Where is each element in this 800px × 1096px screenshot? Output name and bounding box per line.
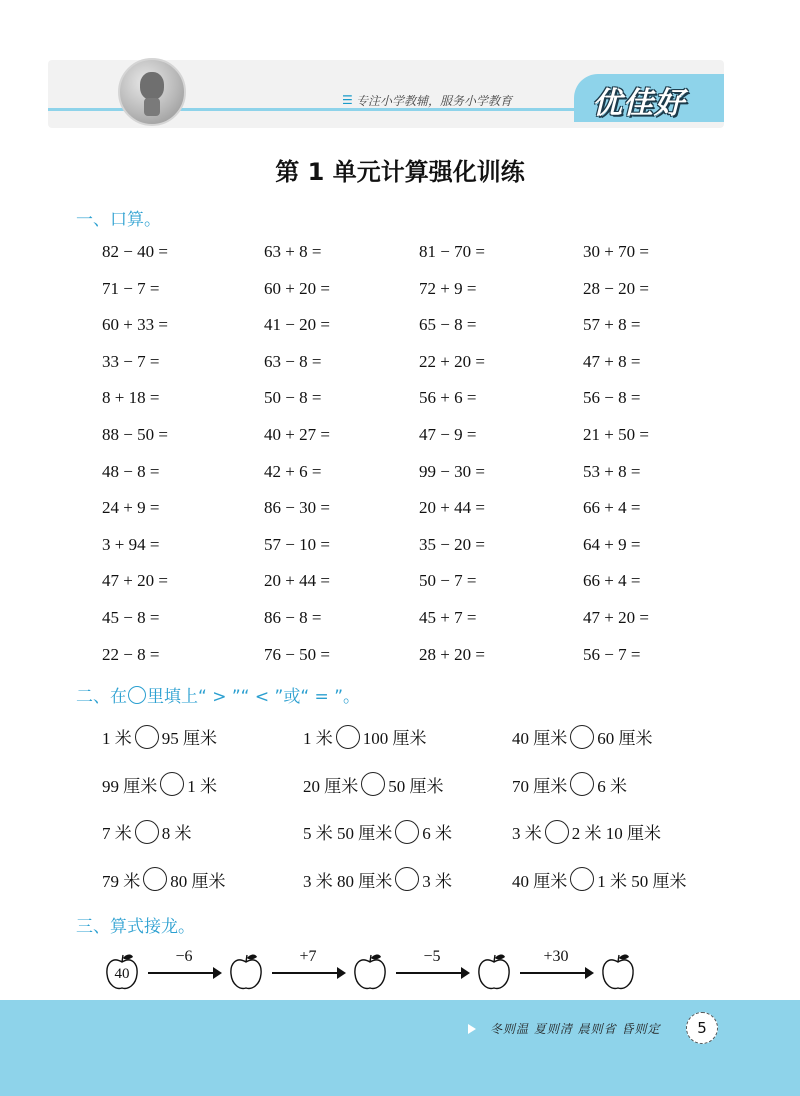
- formula-chain: [100, 946, 660, 996]
- oral-problem[interactable]: 63 − 8 =: [264, 351, 322, 371]
- comparison-left: 7 米: [102, 824, 132, 843]
- oral-problem[interactable]: 57 − 10 =: [264, 534, 330, 554]
- comparison-row: [102, 772, 722, 820]
- comparison-item: [303, 772, 444, 797]
- apple-blank[interactable]: [600, 952, 636, 988]
- apple-start-number: 40: [114, 966, 130, 982]
- comparison-right: 6 米: [597, 776, 627, 796]
- oral-problem[interactable]: 8 + 18 =: [102, 388, 160, 408]
- answer-circle[interactable]: [545, 820, 569, 844]
- page-number: 5: [686, 1012, 718, 1044]
- oral-problem[interactable]: 53 + 8 =: [583, 461, 641, 481]
- oral-problem[interactable]: 65 − 8 =: [419, 315, 477, 335]
- chain-arrow: [396, 972, 468, 974]
- oral-problem[interactable]: 86 − 8 =: [264, 607, 322, 627]
- oral-problem[interactable]: 48 − 8 =: [102, 461, 160, 481]
- oral-problem[interactable]: 41 − 20 =: [264, 315, 330, 335]
- oral-problem[interactable]: 64 + 9 =: [583, 534, 641, 554]
- comparison-left: 70 厘米: [512, 776, 568, 796]
- chain-operation: +7: [299, 948, 317, 965]
- oral-problem[interactable]: 81 − 70 =: [419, 242, 485, 261]
- apple-blank[interactable]: [476, 952, 512, 988]
- comparison-item: [512, 724, 653, 749]
- comparison-left: 5 米 50 厘米: [303, 824, 393, 843]
- header-slogan: 专注小学教辅，服务小学教育: [356, 94, 513, 108]
- apple-start: [104, 952, 140, 988]
- section-2-heading-post: 里填上“ > ”“ < ”或“ = ”。: [147, 687, 360, 707]
- answer-circle[interactable]: [135, 820, 159, 844]
- oral-row: [102, 571, 722, 608]
- comparison-right: 50 厘米: [388, 776, 444, 796]
- comparison-item: [102, 724, 217, 749]
- chain-operation: −6: [175, 948, 193, 965]
- footer-band: [0, 1000, 800, 1096]
- comparison-row: [102, 867, 722, 915]
- oral-problem[interactable]: 33 − 7 =: [102, 351, 160, 371]
- comparison-right: 95 厘米: [161, 729, 217, 748]
- oral-problem[interactable]: 30 + 70 =: [583, 242, 649, 261]
- oral-problem[interactable]: 28 + 20 =: [419, 644, 485, 664]
- comparison-row: [102, 819, 722, 867]
- oral-problem[interactable]: 22 − 8 =: [102, 644, 160, 664]
- oral-problem[interactable]: 66 + 4 =: [583, 571, 641, 591]
- answer-circle[interactable]: [160, 772, 184, 796]
- oral-problem[interactable]: 56 − 8 =: [583, 388, 641, 408]
- oral-problem[interactable]: 28 − 20 =: [583, 278, 649, 298]
- oral-problem[interactable]: 45 − 8 =: [102, 607, 160, 627]
- comparison-right: 100 厘米: [362, 729, 427, 748]
- oral-problem[interactable]: 99 − 30 =: [419, 461, 485, 481]
- oral-problem[interactable]: 42 + 6 =: [264, 461, 322, 481]
- oral-row: [102, 315, 722, 352]
- oral-problem[interactable]: 86 − 30 =: [264, 498, 330, 518]
- oral-problem[interactable]: 45 + 7 =: [419, 607, 477, 627]
- comparison-left: 1 米: [102, 729, 132, 748]
- chain-operation: +30: [543, 948, 569, 965]
- oral-problem[interactable]: 60 + 20 =: [264, 278, 330, 298]
- section-2-heading: [76, 682, 360, 707]
- oral-problem[interactable]: 57 + 8 =: [583, 315, 641, 335]
- circle-icon: [128, 686, 146, 704]
- comparison-row: [102, 724, 722, 772]
- oral-arithmetic-grid: [102, 242, 722, 681]
- oral-problem[interactable]: 47 − 9 =: [419, 424, 477, 444]
- oral-row: [102, 645, 722, 682]
- comparison-item: [512, 867, 687, 892]
- brand-logo: 优佳好: [592, 86, 685, 121]
- oral-problem[interactable]: 35 − 20 =: [419, 534, 485, 554]
- comparison-item: [303, 819, 452, 844]
- answer-circle[interactable]: [143, 867, 167, 891]
- comparison-right: 8 米: [161, 824, 192, 843]
- oral-row: [102, 462, 722, 499]
- oral-problem[interactable]: 66 + 4 =: [583, 498, 641, 518]
- section-1-heading: 一、口算。: [76, 210, 161, 230]
- apple-blank[interactable]: [228, 952, 264, 988]
- apple-blank[interactable]: [352, 952, 388, 988]
- oral-problem[interactable]: 56 + 6 =: [419, 388, 477, 408]
- comparison-right: 60 厘米: [597, 729, 653, 748]
- comparison-item: [102, 867, 226, 892]
- comparison-right: 2 米 10 厘米: [571, 824, 661, 843]
- oral-problem[interactable]: 88 − 50 =: [102, 424, 168, 444]
- section-2-heading-pre: 二、在: [76, 687, 127, 707]
- comparison-item: [512, 772, 627, 797]
- comparison-right: 1 米 50 厘米: [597, 871, 687, 891]
- comparison-right: 3 米: [422, 871, 452, 891]
- oral-problem[interactable]: 40 + 27 =: [264, 424, 330, 444]
- signal-icon: ☰: [342, 93, 353, 107]
- oral-problem[interactable]: 82 − 40 =: [102, 242, 168, 261]
- chain-arrow: [148, 972, 220, 974]
- oral-problem[interactable]: 50 − 7 =: [419, 571, 477, 591]
- oral-problem[interactable]: 22 + 20 =: [419, 351, 485, 371]
- chain-arrow: [272, 972, 344, 974]
- answer-circle[interactable]: [135, 725, 159, 749]
- oral-problem[interactable]: 3 + 94 =: [102, 534, 160, 554]
- comparison-right: 6 米: [422, 824, 452, 843]
- comparison-left: 99 厘米: [102, 776, 158, 796]
- mascot-body: [144, 98, 160, 116]
- answer-circle[interactable]: [361, 772, 385, 796]
- answer-circle[interactable]: [336, 725, 360, 749]
- oral-row: [102, 425, 722, 462]
- oral-row: [102, 498, 722, 535]
- footer-motto: 冬则温 夏则清 晨则省 昏则定: [490, 1022, 661, 1036]
- comparison-item: [303, 867, 452, 892]
- oral-problem[interactable]: 47 + 20 =: [102, 571, 168, 591]
- oral-problem[interactable]: 76 − 50 =: [264, 644, 330, 664]
- comparison-left: 3 米 80 厘米: [303, 871, 393, 891]
- oral-problem[interactable]: 47 + 20 =: [583, 607, 649, 627]
- oral-problem[interactable]: 20 + 44 =: [264, 571, 330, 591]
- answer-circle[interactable]: [395, 867, 419, 891]
- oral-problem[interactable]: 21 + 50 =: [583, 424, 649, 444]
- oral-problem[interactable]: 50 − 8 =: [264, 388, 322, 408]
- comparison-item: [303, 724, 427, 749]
- comparison-item: [512, 819, 661, 844]
- oral-problem[interactable]: 56 − 7 =: [583, 644, 641, 664]
- page-title: 第 1 单元计算强化训练: [275, 158, 525, 186]
- chain-operation: −5: [423, 948, 441, 965]
- comparison-grid: [102, 724, 722, 914]
- oral-problem[interactable]: 72 + 9 =: [419, 278, 477, 298]
- play-arrow-icon: [468, 1024, 476, 1034]
- oral-problem[interactable]: 20 + 44 =: [419, 498, 485, 518]
- comparison-left: 79 米: [102, 871, 141, 891]
- comparison-right: 80 厘米: [170, 871, 226, 891]
- comparison-item: [102, 772, 217, 797]
- oral-row: [102, 352, 722, 389]
- oral-row: [102, 608, 722, 645]
- oral-problem[interactable]: 60 + 33 =: [102, 315, 168, 335]
- oral-row: [102, 388, 722, 425]
- oral-row: [102, 535, 722, 572]
- comparison-item: [102, 819, 192, 844]
- answer-circle[interactable]: [570, 725, 594, 749]
- comparison-right: 1 米: [187, 776, 217, 796]
- oral-problem[interactable]: 63 + 8 =: [264, 242, 322, 261]
- comparison-left: 40 厘米: [512, 729, 568, 748]
- comparison-left: 1 米: [303, 729, 333, 748]
- section-3-heading: 三、算式接龙。: [76, 917, 195, 937]
- comparison-left: 3 米: [512, 824, 542, 843]
- oral-row: [102, 279, 722, 316]
- answer-circle[interactable]: [395, 820, 419, 844]
- comparison-left: 40 厘米: [512, 871, 568, 891]
- oral-problem[interactable]: 47 + 8 =: [583, 351, 641, 371]
- oral-row: [102, 242, 722, 279]
- mascot-face: [140, 72, 164, 100]
- mascot-icon: [118, 58, 186, 126]
- answer-circle[interactable]: [570, 867, 594, 891]
- chain-arrow: [520, 972, 592, 974]
- comparison-left: 20 厘米: [303, 776, 359, 796]
- oral-problem[interactable]: 24 + 9 =: [102, 498, 160, 518]
- oral-problem[interactable]: 71 − 7 =: [102, 278, 160, 298]
- answer-circle[interactable]: [570, 772, 594, 796]
